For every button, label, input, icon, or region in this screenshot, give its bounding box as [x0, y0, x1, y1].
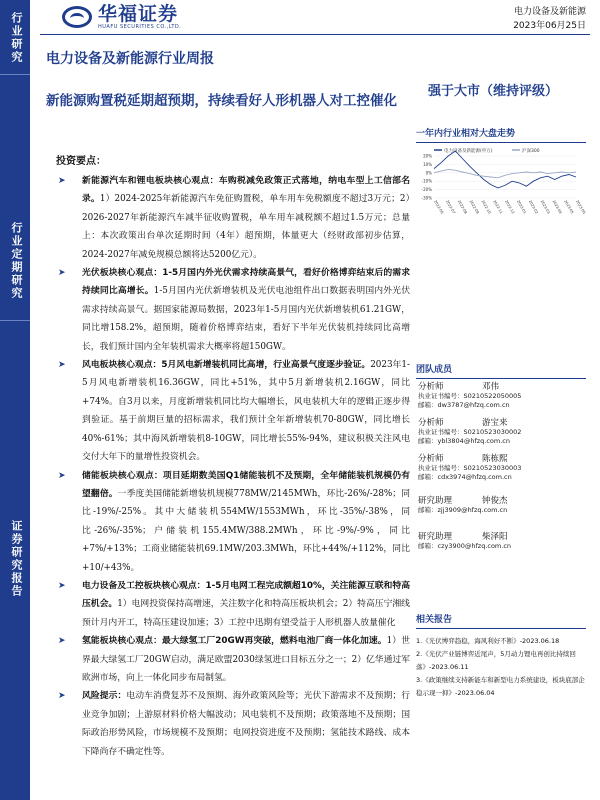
cert-number: S0210522050005: [463, 392, 522, 400]
point-ev-lithium: [54, 172, 410, 264]
related-report-item[interactable]: 3.《政策继续支持新能车和新型电力系统建设，板块底部企稳示现一抑》-2023.06.04: [416, 676, 585, 697]
legend-label: 电力设备及新能源(申万): [444, 149, 493, 154]
analyst-card: [418, 494, 586, 515]
x-tick-label: 2023-03: [539, 199, 551, 215]
analyst-card: [418, 530, 586, 551]
team-heading: 团队成员: [416, 362, 586, 379]
point-body: 1）2024-2025年新能源汽车免征购置税，单车用车免税额度不超过3万元；2）2026-2027年新能源汽车减半征收购置税，单车用车减税额不超过1.5万元；总量上：本次政策出台单次延期时间（4年）超预期，体量更大（经财政部初步估算，2024-2027年减免规模总额将达5200亿元）。: [82, 194, 410, 260]
point-hydrogen: [54, 632, 410, 687]
cert-number: S0210523030002: [463, 428, 522, 436]
chart-svg: [416, 146, 586, 216]
analyst-name: 邓伟: [482, 382, 500, 392]
y-tick-label: 0%: [425, 170, 432, 176]
sidebar-section-industry-research: [0, 0, 30, 75]
relative-performance-chart: [416, 146, 586, 216]
point-heading: 电力设备及工控板块核心观点：1-5月电网工程完成额超10%，关注能源互联和特高压机会。: [82, 580, 410, 610]
x-tick-label: 2022-08: [456, 199, 468, 215]
rating: 强于大市（维持评级）: [428, 84, 559, 99]
related-heading: 相关报告: [416, 612, 586, 629]
chart-heading: 一年内行业相对大盘走势: [416, 126, 586, 143]
related-report-item[interactable]: 1.《光伏博弈趋稳，海风利好不断》-2023.06.18: [416, 637, 560, 645]
sidebar-label-securities-report: 证券研究报告: [10, 520, 23, 598]
sidebar: [0, 0, 30, 800]
point-heading: 光伏板块核心观点：1-5月国内外光伏需求持续高景气，看好价格博弈结束后的需求持续同比高增长。: [82, 268, 410, 297]
y-tick-label: -20%: [421, 187, 432, 193]
point-body: 2023年1-5月风电新增装机16.36GW，同比+51%，其中5月新增装机2.16GW，同比+74%。自3月以来，月度新增装机同比均大幅增长，风电装机大年的逻辑正逐步得到验证。基于前期巨量的招标需求，我们预计全年新增装机70-80GW，同比增长40%-61%；其中海风新增装机8-10GW，同比增长55%-94%，建议积极关注风电交付大年下的量增性投资机会。: [82, 360, 410, 463]
analyst-name: 钟俊杰: [482, 496, 508, 506]
y-tick-label: -10%: [421, 178, 432, 184]
investment-points-title: 投资要点：: [56, 156, 106, 167]
email-label: 邮箱：: [418, 506, 438, 514]
point-photovoltaic: [54, 264, 410, 356]
email-label: 邮箱：: [418, 542, 438, 550]
analyst-name: 柴泽阳: [482, 532, 508, 542]
point-body: 电动车消费复苏不及预期、海外政策风险等；光伏下游需求不及预期；行业竞争加剧；上游原材料价格大幅波动；风电装机不及预期；政策落地不及预期；国际政治形势风险，市场规模不及预期；电网投资进度不及预期；氢能技术路线、成本下降尚存不确定性等。: [82, 691, 410, 757]
point-risk: [54, 687, 410, 761]
point-heading: 储能板块核心观点：项目延期数美国Q1储能装机不及预期，全年储能装机规模仍有望翻倍。: [82, 470, 410, 499]
analyst-email[interactable]: dw3787@hfzq.com.cn: [437, 401, 510, 409]
x-tick-label: 2022-07: [444, 199, 456, 215]
x-tick-label: 2022-10: [480, 199, 492, 215]
analyst-email[interactable]: czy3900@hfzq.com.cn: [437, 542, 512, 550]
sidebar-section-periodic-research: [0, 74, 30, 321]
arrow-icon: ➤: [58, 176, 66, 186]
sidebar-section-securities-report: [0, 320, 30, 800]
header-industry: 电力设备及新能源: [513, 7, 586, 17]
point-heading: 新能源汽车和锂电板块核心观点：车购税减免政策正式落地，纳电车型上工信部名录。: [82, 176, 410, 205]
point-body: 1）世界最大绿氢工厂20GW启动，满足欧盟2030绿氢进口目标五分之一；2）亿华通过军欧洲市场，向上一体化同步布局制氢。: [82, 636, 410, 683]
email-label: 邮箱：: [418, 473, 438, 481]
header-date: 2023年06月25日: [513, 21, 586, 31]
x-tick-label: 2023-04: [551, 199, 563, 215]
analyst-card: [418, 380, 586, 410]
cert-label: 执业证书编号：: [418, 464, 464, 472]
series-line: [434, 169, 576, 177]
x-tick-label: 2022-12: [504, 199, 516, 215]
analyst-name: 游宝来: [482, 418, 508, 428]
point-heading: 氢能板块核心观点：最大绿氢工厂20GW再突破，燃料电池厂商一体化加速。: [82, 636, 387, 647]
analyst-card: [418, 416, 586, 446]
chart-section: [416, 126, 586, 143]
arrow-icon: ➤: [58, 691, 66, 702]
arrow-icon: ➤: [58, 268, 66, 279]
point-body: 一季度美国储能新增装机规模778MW/2145MWh，环比-26%/-28%；同比-19%/-25%。其中大储装机554MW/1553MWh，环比-35%/-38%，同比-26%/-35%；户储装机155.4MW/388.2MWh，环比-9%/-9%，同比+7%/+13%；工商业储能装机69.1MW/203.3MWh，环比+44%/+112%，同比+10/+43%。: [82, 488, 410, 573]
arrow-icon: ➤: [58, 470, 66, 481]
x-tick-label: 2023-06: [575, 199, 586, 215]
point-energy-storage: [54, 467, 410, 577]
analyst-email[interactable]: cdx3974@hfzq.com.cn: [437, 473, 512, 481]
report-title: 电力设备及新能源行业周报: [46, 51, 214, 67]
legend-label: 沪深300: [522, 149, 540, 154]
analyst-card: [418, 452, 586, 482]
header-meta: [513, 5, 586, 33]
arrow-icon: ➤: [58, 580, 66, 591]
sidebar-label-periodic-research: 行业定期研究: [10, 222, 23, 300]
point-heading: 风电板块核心观点：5月风电新增装机同比高增，行业高景气度逐步验证。: [82, 360, 371, 371]
x-tick-label: 2022-09: [468, 199, 480, 215]
analyst-role: 分析师: [418, 454, 444, 464]
logo-name-cn: 华福证券: [98, 3, 179, 25]
arrow-icon: ➤: [58, 360, 66, 371]
analyst-role: 分析师: [418, 418, 444, 428]
y-tick-label: 10%: [423, 161, 432, 167]
y-tick-label: -30%: [421, 195, 432, 201]
x-tick-label: 2022-11: [492, 199, 504, 215]
sidebar-label-industry-research: 行业研究: [10, 12, 23, 64]
x-tick-label: 2023-01: [515, 199, 527, 215]
logo-icon: [62, 6, 92, 28]
analyst-name: 陈栋熙: [482, 454, 508, 464]
related-report-item[interactable]: 2.《光伏产业链博弈近尾声，5月动力锂电再创比持续回落》-2023.06.11: [416, 650, 576, 671]
cert-label: 执业证书编号：: [418, 392, 464, 400]
point-body: 1-5月国内光伏新增装机及光伏电池组件出口数据表明国内外光伏需求持续高景气。据国家能源局数据，2023年1-5月国内光伏新增装机61.21GW，同比增158.2%，超预期，随着价格博弈结束，看好下半年光伏装机持续同比高增长，我们预计国内全年装机需求大概率将超150GW。: [82, 286, 410, 352]
report-headline: 新能源购置税延期超预期，持续看好人形机器人对工控催化: [46, 93, 397, 109]
cert-number: S0210523030003: [463, 464, 522, 472]
analyst-email[interactable]: zjj3909@hfzq.com.cn: [437, 506, 508, 514]
point-power-equipment: [54, 577, 410, 632]
team-section: [416, 362, 586, 379]
email-label: 邮箱：: [418, 401, 438, 409]
x-tick-label: 2023-02: [527, 199, 539, 215]
email-label: 邮箱：: [418, 437, 438, 445]
cert-label: 执业证书编号：: [418, 428, 464, 436]
company-logo: [62, 4, 181, 30]
investment-points: [54, 172, 410, 761]
related-section: [416, 612, 586, 700]
point-heading: 风险提示：: [82, 691, 127, 702]
analyst-role: 研究助理: [418, 496, 453, 506]
analyst-role: 研究助理: [418, 532, 453, 542]
series-line: [434, 151, 576, 188]
x-tick-label: 2023-05: [563, 199, 575, 215]
point-body: 1）电网投资保持高增速，关注数字化和特高压板块机会；2）特高压宁湘线预计月内开工，特高压建设加速；3）工控中迅期有望受益于人形机器人放量催化: [82, 599, 410, 628]
arrow-icon: ➤: [58, 636, 66, 647]
analyst-role: 分析师: [418, 382, 444, 392]
x-tick-label: 2022-06: [433, 199, 445, 215]
y-tick-label: 20%: [423, 153, 432, 159]
point-wind-power: [54, 356, 410, 466]
logo-name-en: HUAFU SECURITIES CO.,LTD.: [98, 24, 182, 30]
analyst-email[interactable]: ybl3804@hfzq.com.cn: [437, 437, 510, 445]
header-divider: [40, 34, 590, 35]
